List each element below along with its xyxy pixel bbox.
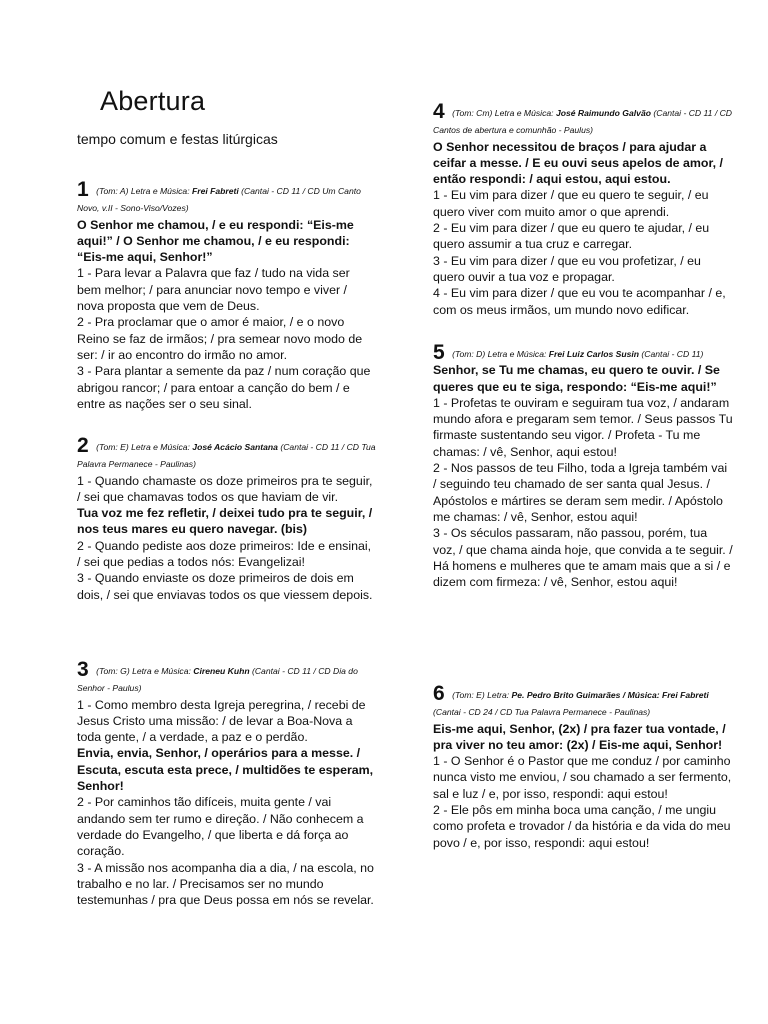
song-chorus: O Senhor necessitou de braços / para ajudar a ceifar a messe. / E eu ouvi seus apelos de amor, / então respondi: / aqui estou, aqui estou. <box>433 139 723 187</box>
song-number: 3 <box>77 658 89 681</box>
song-credit: (Tom: E) Letra e Música: José Acácio Santana (Cantai - CD 11 / CD Tua Palavra Permanece - Paulinas) <box>77 442 376 470</box>
song-number: 2 <box>77 434 89 457</box>
song-verse: 1 - Como membro desta Igreja peregrina, / recebi de Jesus Cristo uma missão: / de levar a Boa-Nova a toda gente, / a verdade, a paz e o perdão. <box>77 697 366 745</box>
song-3 <box>77 658 377 908</box>
song-verse: 4 - Eu vim para dizer / que eu vou te acompanhar / e, com os meus irmãos, um mundo novo edificar. <box>433 286 726 317</box>
song-header <box>433 682 733 721</box>
song-credit: (Tom: Cm) Letra e Música: José Raimundo Galvão (Cantai - CD 11 / CD Cantos de abertura e comunhão - Paulus) <box>433 108 733 136</box>
song-credit: (Tom: E) Letra: Pe. Pedro Brito Guimarães / Música: Frei Fabreti (Cantai - CD 24 / CD Tua Palavra Permanece - Paulinas) <box>433 690 709 718</box>
page-subtitle: tempo comum e festas litúrgicas <box>77 131 278 147</box>
song-number: 5 <box>433 341 445 364</box>
song-number: 6 <box>433 682 445 705</box>
song-chorus: Eis-me aqui, Senhor, (2x) / pra fazer tua vontade, / pra viver no teu amor: (2x) / Eis-me aqui, Senhor! <box>433 721 726 752</box>
song-5 <box>433 341 733 590</box>
page-title: Abertura <box>100 86 206 116</box>
song-verse: 1 - O Senhor é o Pastor que me conduz / por caminho nunca visto me enviou, / sou chamado a ser fermento, sal e luz / e, por isso, respondi: aqui estou! <box>433 754 732 801</box>
song-verse: 1 - Quando chamaste os doze primeiros pra te seguir, / sei que chamavas todos os que haviam de vir. <box>77 473 373 504</box>
song-4 <box>433 100 733 318</box>
song-verse: 1 - Eu vim para dizer / que eu quero te seguir, / eu quero viver com muito amor o que aprendi. <box>433 188 709 219</box>
song-verse: 2 - Quando pediste aos doze primeiros: Ide e ensinai, / sei que pedias a todos nós: Evangelizai! <box>77 538 372 570</box>
song-verse: 1 - Para levar a Palavra que faz / tudo na vida ser bem melhor; / para anunciar novo tempo e viver / nova proposta que vem de Deus. <box>77 266 350 314</box>
song-header <box>77 434 377 473</box>
song-number: 4 <box>433 100 445 123</box>
song-chorus: Senhor, se Tu me chamas, eu quero te ouvir. / Se queres que eu te siga, respondo: “Eis-me aqui!” <box>433 363 720 394</box>
song-header <box>77 658 377 697</box>
song-credit: (Tom: D) Letra e Música: Frei Luiz Carlos Susin (Cantai - CD 11) <box>452 349 704 359</box>
song-header <box>77 178 377 217</box>
song-chorus: Envia, envia, Senhor, / operários para a messe. / Escuta, escuta esta prece, / multidões te esperam, Senhor! <box>77 746 374 794</box>
song-verse: 1 - Profetas te ouviram e seguiram tua voz, / andaram mundo afora e pregaram sem temor. / Seus passos Tu firmaste sustentando seu vigor. / Profeta - Tu me chamas: / vê, Senhor, aqui estou! <box>433 395 733 459</box>
song-verse: 2 - Por caminhos tão difíceis, muita gente / vai andando sem ter rumo e direção. / Não conhecem a verdade do Evangelho, / que liberta e dá força ao coração. <box>77 795 364 859</box>
song-verse: 2 - Nos passos de teu Filho, toda a Igreja também vai / seguindo teu chamado de ser santa qual Jesus. / Apóstolos e mártires se deram sem medir. / Apóstolo me chamas: / vê, Senhor, estou aqui! <box>433 461 728 524</box>
song-1 <box>77 178 377 412</box>
song-verse: 2 - Eu vim para dizer / que eu quero te ajudar, / eu quero assumir a tua cruz e carregar. <box>433 221 710 252</box>
song-verse: 2 - Pra proclamar que o amor é maior, / e o novo Reino se faz de irmãos; / pra semear novo modo de ser: / ir ao encontro do irmão no amor. <box>77 315 363 362</box>
song-credit: (Tom: A) Letra e Música: Frei Fabreti (Cantai - CD 11 / CD Um Canto Novo, v.II - Sono-Viso/Vozes) <box>77 186 361 214</box>
song-verse: 3 - Para plantar a semente da paz / num coração que abrigou rancor; / para entoar a canção do bem / e entre as nações ser o seu sinal. <box>77 364 371 411</box>
song-2 <box>77 434 377 603</box>
song-verse: 2 - Ele pôs em minha boca uma canção, / me ungiu como profeta e trovador / da história e da vida do meu povo / e, por isso, respondi: aqui estou! <box>433 803 731 850</box>
song-verse: 3 - A missão nos acompanha dia a dia, / na escola, no trabalho e no lar. / Precisamos ser no mundo testemunhas / pra que Deus possa em nós se revelar. <box>77 860 374 908</box>
song-6 <box>433 682 733 851</box>
song-chorus: Tua voz me fez refletir, / deixei tudo pra te seguir, / nos teus mares eu quero navegar. (bis) <box>77 506 373 537</box>
song-verse: 3 - Eu vim para dizer / que eu vou profetizar, / eu quero ouvir a tua voz e propagar. <box>433 253 701 284</box>
song-verse: 3 - Os séculos passaram, não passou, porém, tua voz, / que chama ainda hoje, que convida a te seguir. / Há homens e mulheres que te amam mais que a si / e dizem com firmeza: / vê, Senhor, estou aqui! <box>433 526 733 590</box>
song-verse: 3 - Quando enviaste os doze primeiros de dois em dois, / sei que enviavas todos os que viessem depois. <box>77 571 373 602</box>
song-number: 1 <box>77 178 89 201</box>
song-credit: (Tom: G) Letra e Música: Cireneu Kuhn (Cantai - CD 11 / CD Dia do Senhor - Paulus) <box>77 666 358 694</box>
song-header <box>433 100 733 139</box>
song-chorus: O Senhor me chamou, / e eu respondi: “Eis-me aqui!” / O Senhor me chamou, / e eu respondi: “Eis-me aqui, Senhor!” <box>77 217 354 265</box>
song-header <box>433 341 733 364</box>
